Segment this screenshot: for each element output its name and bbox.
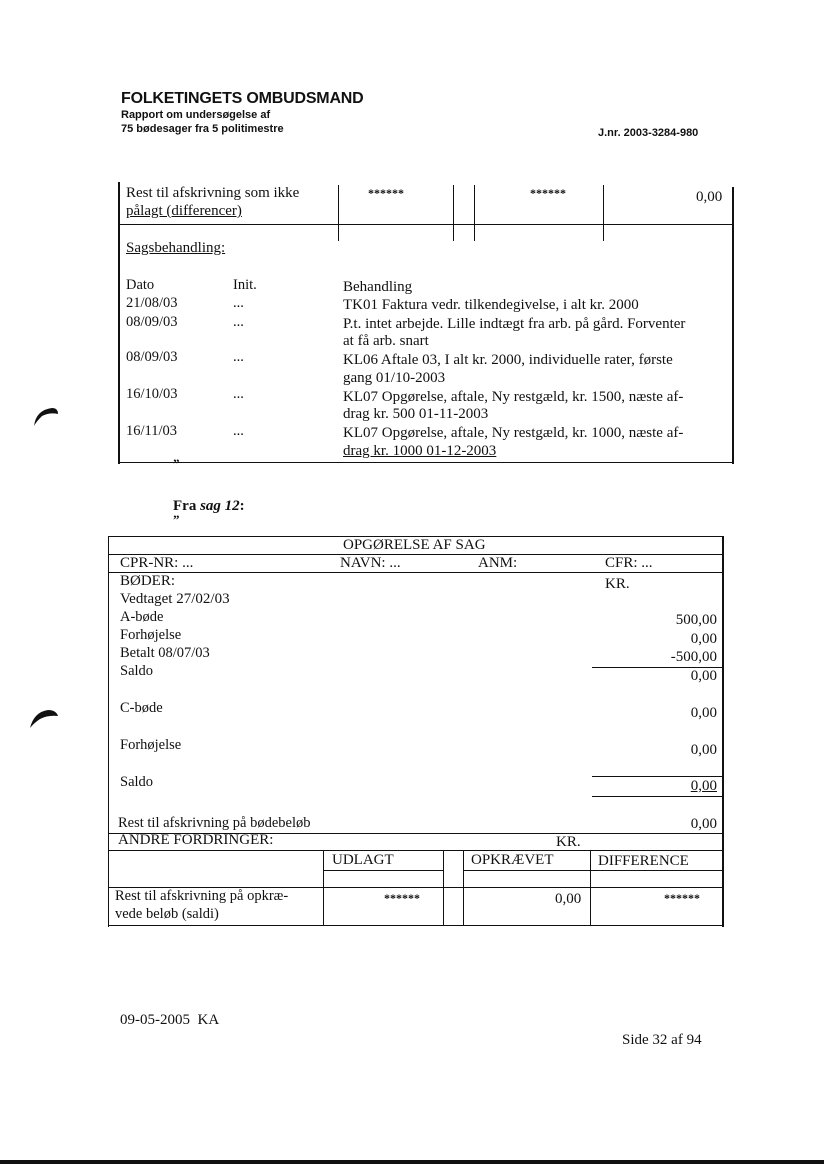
line-label: Forhøjelse (120, 627, 182, 643)
row-action: KL07 Opgørelse, aftale, Ny restgæld, kr. 1500, næste af- (343, 389, 684, 405)
line-value: 0,00 (690, 742, 717, 758)
row-init: ... (233, 386, 244, 402)
punch-hole-mark (28, 704, 60, 732)
report-subtitle: Rapport om undersøgelse af (121, 109, 271, 121)
line-label: C-bøde (120, 700, 163, 716)
unimposed-col2: ****** (530, 186, 566, 200)
unimposed-label: Rest til afskrivning som ikke (126, 185, 300, 201)
line-label: Forhøjelse (120, 737, 182, 753)
writeoff-paid-out: ****** (384, 891, 420, 905)
row-date: 16/10/03 (126, 386, 178, 402)
journal-number: J.nr. 2003-3284-980 (598, 127, 699, 139)
line-label: Saldo (120, 774, 154, 790)
line-value: 0,00 (690, 778, 717, 794)
collected-writeoff-label-2: vede beløb (saldi) (115, 906, 219, 922)
footer-date: 09-05-2005 KA (120, 1012, 220, 1028)
row-init: ... (233, 314, 244, 330)
unimposed-label-2: pålagt (differencer) (126, 203, 242, 219)
line-value: 500,00 (675, 612, 717, 628)
line-value: 0,00 (690, 705, 717, 721)
col-action-header: Behandling (343, 279, 413, 295)
fine-writeoff-label: Rest til afskrivning på bødebeløb (118, 815, 311, 831)
row-action-cont: gang 01/10-2003 (343, 370, 446, 386)
cfr-label: CFR: ... (605, 555, 653, 571)
row-action: P.t. intet arbejde. Lille indtægt fra arb. på gård. Forventer (343, 316, 686, 332)
case-handling-title: Sagsbehandling: (126, 240, 226, 256)
line-value: 0,00 (690, 631, 717, 647)
row-date: 21/08/03 (126, 295, 178, 311)
punch-hole-mark (30, 400, 62, 430)
line-label: A-bøde (120, 609, 164, 625)
col-difference: DIFFERENCE (598, 853, 689, 869)
open-quote: ” (173, 512, 180, 527)
row-action: KL07 Opgørelse, aftale, Ny restgæld, kr. 1000, næste af- (343, 425, 684, 441)
writeoff-collected: 0,00 (555, 891, 582, 907)
row-action-cont: drag kr. 500 01-11-2003 (343, 406, 489, 422)
unimposed-col1: ****** (368, 186, 404, 200)
line-label: Betalt 08/07/03 (120, 645, 210, 661)
fines-label: BØDER: (120, 573, 176, 589)
row-action-cont: drag kr. 1000 01-12-2003 (343, 443, 497, 459)
report-subtitle-2: 75 bødesager fra 5 politimestre (121, 123, 284, 135)
row-action: KL06 Aftale 03, I alt kr. 2000, individuelle rater, første (343, 352, 673, 368)
scan-edge (0, 1160, 824, 1164)
row-action: TK01 Faktura vedr. tilkendegivelse, i alt kr. 2000 (343, 297, 639, 313)
settlement-title: OPGØRELSE AF SAG (343, 537, 486, 553)
fra-sag-heading: Fra sag 12: (173, 498, 245, 514)
other-claims-label: ANDRE FORDRINGER: (118, 832, 274, 848)
collected-writeoff-label: Rest til afskrivning på opkræ- (115, 888, 289, 904)
col-paid-out: UDLAGT (332, 852, 394, 868)
col-init-header: Init. (233, 277, 257, 293)
close-quote: ” (173, 456, 180, 471)
other-claims-kr: KR. (556, 834, 581, 850)
col-collected: OPKRÆVET (471, 852, 554, 868)
line-value: -500,00 (670, 649, 717, 665)
row-action-cont: at få arb. snart (343, 333, 429, 349)
row-init: ... (233, 295, 244, 311)
anm-label: ANM: (478, 555, 518, 571)
col-date-header: Dato (126, 277, 155, 293)
page-number: Side 32 af 94 (622, 1032, 702, 1048)
adopted-date: Vedtaget 27/02/03 (120, 591, 230, 607)
writeoff-difference: ****** (664, 891, 700, 905)
line-value: 0,00 (690, 668, 717, 684)
line-label: Saldo (120, 663, 154, 679)
name-label: NAVN: ... (340, 555, 401, 571)
kr-label: KR. (605, 576, 630, 592)
row-date: 08/09/03 (126, 349, 178, 365)
row-date: 16/11/03 (126, 423, 178, 439)
row-date: 08/09/03 (126, 314, 178, 330)
unimposed-col3: 0,00 (696, 189, 723, 205)
cpr-label: CPR-NR: ... (120, 555, 194, 571)
row-init: ... (233, 349, 244, 365)
row-init: ... (233, 423, 244, 439)
org-title: FOLKETINGETS OMBUDSMAND (121, 90, 364, 107)
fine-writeoff-value: 0,00 (690, 816, 717, 832)
